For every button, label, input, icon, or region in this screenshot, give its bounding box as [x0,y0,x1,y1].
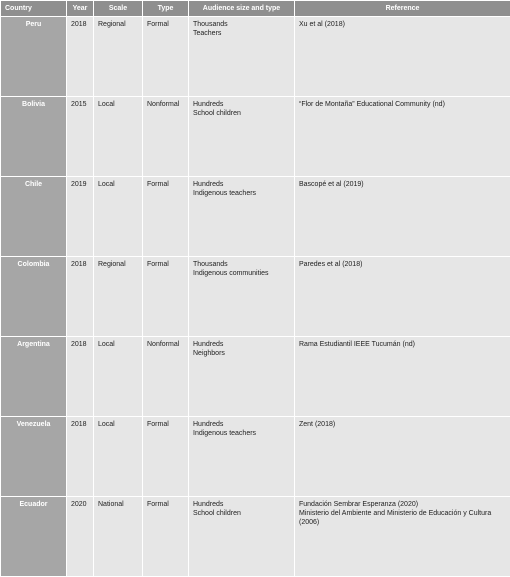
header-type: Type [143,1,189,17]
audience-cell [189,177,295,257]
scale-cell: Local [94,97,143,177]
audience-size: Hundreds [193,500,290,509]
year-cell: 2015 [67,97,94,177]
header-year: Year [67,1,94,17]
audience-size: Hundreds [193,180,290,189]
reference-text: Rama Estudiantil IEEE Tucumán (nd) [299,340,506,349]
reference-text: Zent (2018) [299,420,506,429]
country-cell: Venezuela [1,417,67,497]
scale-cell: Local [94,417,143,497]
reference-text: “Flor de Montaña” Educational Community (nd) [299,100,506,109]
country-cell: Bolivia [1,97,67,177]
audience-cell [189,97,295,177]
audience-size: Hundreds [193,420,290,429]
type-cell: Nonformal [143,337,189,417]
table-row [1,497,510,577]
audience-cell [189,497,295,577]
year-cell: 2018 [67,337,94,417]
country-cell: Argentina [1,337,67,417]
header-country: Country [1,1,67,17]
scale-cell: Regional [94,17,143,97]
type-cell: Formal [143,177,189,257]
audience-size: Hundreds [193,100,290,109]
scale-cell: Regional [94,257,143,337]
reference-text: Ministerio del Ambiente and Ministerio de Educación y Cultura (2006) [299,509,506,527]
audience-type: School children [193,509,290,518]
scale-cell: Local [94,337,143,417]
reference-text: Bascopé et al (2019) [299,180,506,189]
audience-type: School children [193,109,290,118]
country-cell: Colombia [1,257,67,337]
reference-text: Fundación Sembrar Esperanza (2020) [299,500,506,509]
type-cell: Formal [143,257,189,337]
header-row [1,1,510,17]
audience-type: Indigenous teachers [193,429,290,438]
scale-cell: National [94,497,143,577]
table-row [1,97,510,177]
country-cell: Chile [1,177,67,257]
audience-size: Hundreds [193,340,290,349]
audience-size: Thousands [193,20,290,29]
scale-cell: Local [94,177,143,257]
type-cell: Formal [143,17,189,97]
audience-type: Neighbors [193,349,290,358]
table-row [1,177,510,257]
year-cell: 2018 [67,417,94,497]
audience-cell [189,257,295,337]
audience-type: Indigenous teachers [193,189,290,198]
table-row [1,337,510,417]
country-cell: Peru [1,17,67,97]
type-cell: Nonformal [143,97,189,177]
type-cell: Formal [143,497,189,577]
header-audience: Audience size and type [189,1,295,17]
header-scale: Scale [94,1,143,17]
table-row [1,417,510,497]
reference-cell [295,337,510,417]
header-reference: Reference [295,1,510,17]
table-row [1,257,510,337]
year-cell: 2020 [67,497,94,577]
audience-cell [189,417,295,497]
audience-type: Indigenous communities [193,269,290,278]
reference-cell [295,257,510,337]
year-cell: 2019 [67,177,94,257]
reference-cell [295,17,510,97]
audience-cell [189,17,295,97]
audience-size: Thousands [193,260,290,269]
year-cell: 2018 [67,257,94,337]
audience-type: Teachers [193,29,290,38]
year-cell: 2018 [67,17,94,97]
type-cell: Formal [143,417,189,497]
reference-cell [295,97,510,177]
reference-cell [295,417,510,497]
reference-text: Xu et al (2018) [299,20,506,29]
country-cell: Ecuador [1,497,67,577]
reference-cell [295,177,510,257]
table-row [1,17,510,97]
reference-text: Paredes et al (2018) [299,260,506,269]
audience-cell [189,337,295,417]
reference-cell [295,497,510,577]
